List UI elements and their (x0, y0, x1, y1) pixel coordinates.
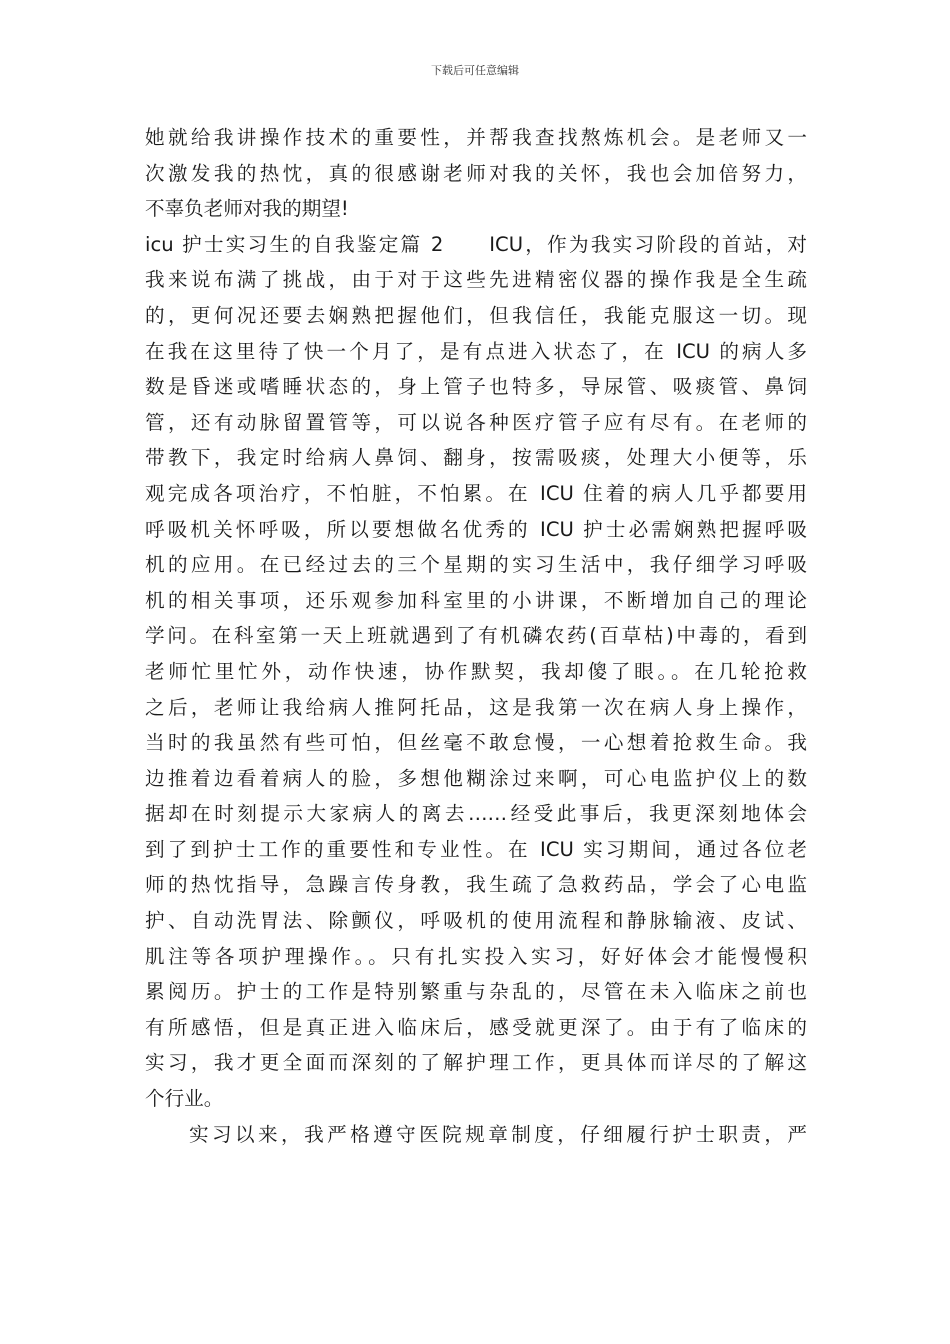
text-line: 有所感悟，但是真正进入临床后，感受就更深了。由于有了临床的 (145, 1015, 807, 1039)
text-line: 的，更何况还要去娴熟把握他们，但我信任，我能克服这一切。现 (145, 303, 807, 327)
document-body (145, 120, 807, 1152)
text-line: 实习，我才更全面而深刻的了解护理工作，更具体而详尽的了解这 (145, 1051, 807, 1075)
text-line: 边推着边看着病人的脸，多想他糊涂过来啊，可心电监护仪上的数 (145, 766, 807, 790)
text-line: 她就给我讲操作技术的重要性，并帮我查找熬炼机会。是老师又一 (145, 126, 807, 149)
text-line: 师的热忱指导，急躁言传身教，我生疏了急救药品，学会了心电监 (145, 873, 807, 897)
text-line: 之后，老师让我给病人推阿托品，这是我第一次在病人身上操作， (145, 695, 807, 719)
text-line: 据却在时刻提示大家病人的离去……经受此事后，我更深刻地体会 (145, 802, 807, 826)
section-heading-line: icu 护士实习生的自我鉴定篇 2 ICU，作为我实习阶段的首站，对 (145, 232, 807, 256)
text-line: 带教下，我定时给病人鼻饲、翻身，按需吸痰，处理大小便等，乐 (145, 446, 807, 470)
text-line: 不辜负老师对我的期望! (145, 197, 349, 221)
text-line: 学问。在科室第一天上班就遇到了有机磷农药(百草枯)中毒的，看到 (145, 624, 807, 648)
text-line: 管，还有动脉留置管等，可以说各种医疗管子应有尽有。在老师的 (145, 410, 807, 434)
text-line: 老师忙里忙外，动作快速，协作默契，我却傻了眼。。在几轮抢救 (145, 659, 807, 683)
text-line: 数是昏迷或嗜睡状态的，身上管子也特多，导尿管、吸痰管、鼻饲 (145, 375, 807, 399)
text-line: 护、自动洗胃法、除颤仪，呼吸机的使用流程和静脉输液、皮试、 (145, 909, 807, 933)
text-line: 累阅历。护士的工作是特别繁重与杂乱的，尽管在未入临床之前也 (145, 980, 807, 1004)
text-line: 当时的我虽然有些可怕，但丝毫不敢怠慢，一心想着抢救生命。我 (145, 731, 807, 755)
text-line: 个行业。 (145, 1087, 224, 1111)
paragraph-start-line: 实习以来，我严格遵守医院规章制度，仔细履行护士职责，严 (189, 1122, 807, 1146)
text-line: 肌注等各项护理操作。。只有扎实投入实习，好好体会才能慢慢积 (145, 944, 807, 968)
text-line: 我来说布满了挑战，由于对于这些先进精密仪器的操作我是全生疏 (145, 268, 807, 292)
page-header: 下载后可任意编辑 (431, 64, 519, 77)
text-line: 机的相关事项，还乐观参加科室里的小讲课，不断增加自己的理论 (145, 588, 807, 612)
text-line: 在我在这里待了快一个月了，是有点进入状态了，在 ICU 的病人多 (145, 339, 807, 363)
text-line: 呼吸机关怀呼吸，所以要想做名优秀的 ICU 护士必需娴熟把握呼吸 (145, 517, 807, 541)
text-line: 观完成各项治疗，不怕脏，不怕累。在 ICU 住着的病人几乎都要用 (145, 481, 807, 505)
text-line: 机的应用。在已经过去的三个星期的实习生活中，我仔细学习呼吸 (145, 553, 807, 577)
text-line: 次激发我的热忱，真的很感谢老师对我的关怀，我也会加倍努力， (145, 161, 807, 185)
text-line: 到了到护士工作的重要性和专业性。在 ICU 实习期间，通过各位老 (145, 837, 807, 861)
